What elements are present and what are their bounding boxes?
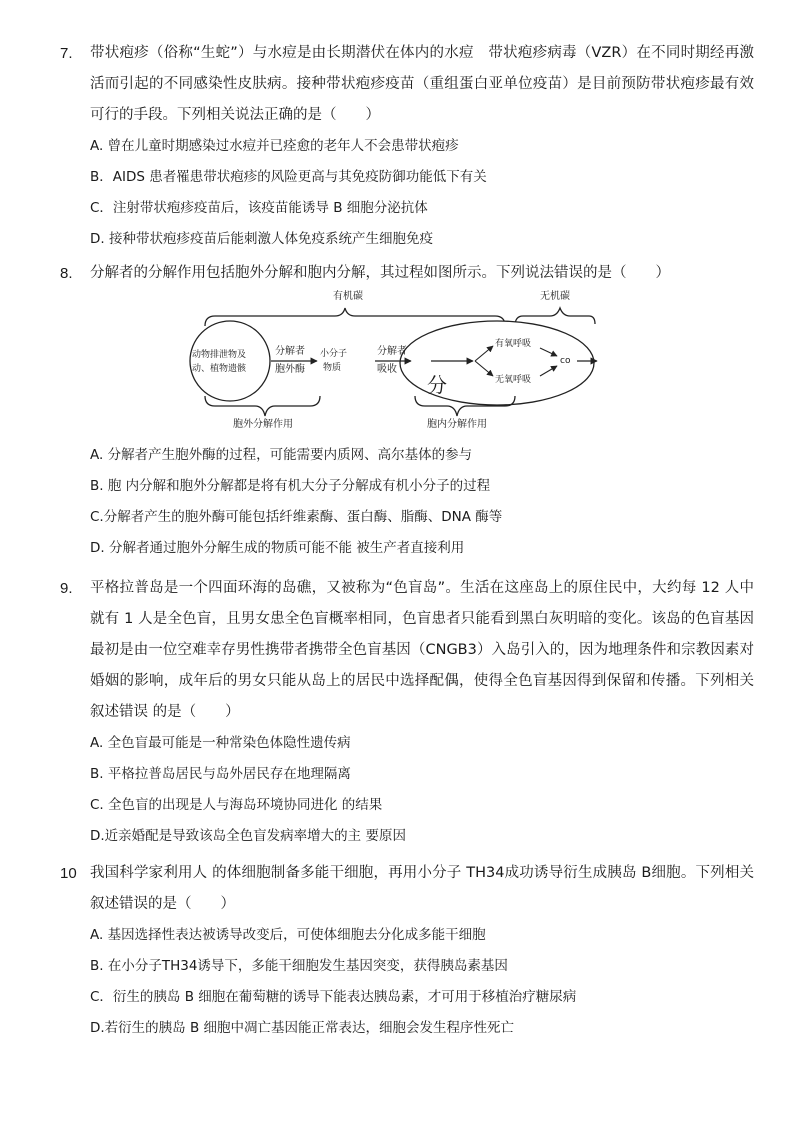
label-intracellular: 胞内分解作用 bbox=[427, 419, 487, 430]
label-enzyme-line2: 胞外酶 bbox=[275, 364, 305, 375]
options bbox=[90, 728, 754, 852]
label-enzyme-line1: 分解者 bbox=[275, 346, 305, 357]
question-stem: 我国科学家利用人 的体细胞制备多能干细胞，再用小分子 TH34成功诱导衍生成胰岛 B细胞。下列相关叙述错误的是（ ） bbox=[90, 865, 754, 912]
option-d: D. 分解者通过胞外分解生成的物质可能不能 被生产者直接利用 bbox=[90, 540, 465, 556]
question-stem: 带状疱疹（俗称“生蛇”）与水痘是由长期潜伏在体内的水痘 带状疱疹病毒（VZR）在不同时期经再激活而引起的不同感染性皮肤病。接种带状疱疹疫苗（重组蛋白亚单位疫苗）是目前预防带状疱疹最有效可行的手段。下列相关说法正确的是（ ） bbox=[90, 45, 754, 123]
option-c: C．注射带状疱疹疫苗后，该疫苗能诱导 B 细胞分泌抗体 bbox=[90, 200, 428, 216]
decomposition-diagram bbox=[185, 288, 615, 436]
option-b: B. 胞 内分解和胞外分解都是将有机大分子分解成有机小分子的过程 bbox=[90, 478, 491, 494]
label-co2: co bbox=[560, 356, 571, 366]
label-anaerobic: 无氧呼吸 bbox=[495, 375, 532, 385]
label-absorb-line1: 分解者 bbox=[377, 346, 407, 357]
option-b: B. 在小分子TH34诱导下，多能干细胞发生基因突变，获得胰岛素基因 bbox=[90, 958, 508, 974]
diagram-lines bbox=[185, 288, 615, 436]
option-c: C．衍生的胰岛 B 细胞在葡萄糖的诱导下能表达胰岛素，才可用于移植治疗糖尿病 bbox=[90, 989, 577, 1005]
option-a: A. 基因选择性表达被诱导改变后，可使体细胞去分化成多能干细胞 bbox=[90, 927, 486, 943]
label-split-char: 分 bbox=[427, 373, 447, 397]
option-a: A. 曾在儿童时期感染过水痘并已痊愈的老年人不会患带状疱疹 bbox=[90, 138, 459, 154]
question-8-options bbox=[60, 440, 754, 564]
option-d: D. 接种带状疱疹疫苗后能刺激人体免疫系统产生细胞免疫 bbox=[90, 231, 433, 247]
label-inorganic-carbon: 无机碳 bbox=[540, 291, 570, 302]
options bbox=[90, 131, 754, 255]
question-stem: 分解者的分解作用包括胞外分解和胞内分解，其过程如图所示。下列说法错误的是（ ） bbox=[90, 265, 670, 281]
question-7 bbox=[60, 38, 754, 255]
label-small-molecule-line1: 小分子 bbox=[320, 349, 348, 359]
question-number: 7. bbox=[60, 45, 73, 62]
options bbox=[90, 440, 754, 564]
question-stem: 平格拉普岛是一个四面环海的岛礁，又被称为“色盲岛”。生活在这座岛上的原住民中，大约每 12 人中就有 1 人是全色盲，且男女患全色盲概率相同，色盲患者只能看到黑白灰明暗的变化。该岛的色盲基因最初是由一位空难幸存男性携带者携带全色盲基因（CNGB3）入岛引入的，因为地理条件和宗教因素对婚姻的影响，成年后的男女只能从岛上的居民中选择配偶，使得全色盲基因得到保留和传播。下列相关叙述错误 的是（ ） bbox=[90, 580, 754, 720]
option-c: C. 全色盲的出现是人与海岛环境协同进化 的结果 bbox=[90, 797, 383, 813]
label-organic-carbon: 有机碳 bbox=[333, 291, 363, 302]
option-d: D.近亲婚配是导致该岛全色盲发病率增大的主 要原因 bbox=[90, 828, 406, 844]
question-number: 9. bbox=[60, 580, 73, 597]
label-source-line1: 动物排泄物及 bbox=[192, 350, 247, 360]
option-c: C.分解者产生的胞外酶可能包括纤维素酶、蛋白酶、脂酶、DNA 酶等 bbox=[90, 509, 503, 525]
option-b: B. 平格拉普岛居民与岛外居民存在地理隔离 bbox=[90, 766, 351, 782]
question-number: 8. bbox=[60, 265, 73, 282]
label-source-line2: 动、植物遗骸 bbox=[192, 364, 247, 374]
option-a: A. 分解者产生胞外酶的过程，可能需要内质网、高尔基体的参与 bbox=[90, 447, 473, 463]
label-extracellular: 胞外分解作用 bbox=[233, 419, 293, 430]
question-10 bbox=[60, 858, 754, 1044]
question-8 bbox=[60, 258, 754, 289]
question-9 bbox=[60, 573, 754, 852]
label-aerobic: 有氧呼吸 bbox=[495, 339, 532, 349]
label-small-molecule-line2: 物质 bbox=[323, 363, 342, 373]
option-b: B．AIDS 患者罹患带状疱疹的风险更高与其免疫防御功能低下有关 bbox=[90, 169, 487, 185]
option-d: D.若衍生的胰岛 B 细胞中凋亡基因能正常表达，细胞会发生程序性死亡 bbox=[90, 1020, 515, 1036]
question-number: 10 bbox=[60, 865, 77, 882]
options bbox=[90, 920, 754, 1044]
option-a: A. 全色盲最可能是一种常染色体隐性遗传病 bbox=[90, 735, 351, 751]
label-absorb-line2: 吸收 bbox=[377, 364, 397, 375]
